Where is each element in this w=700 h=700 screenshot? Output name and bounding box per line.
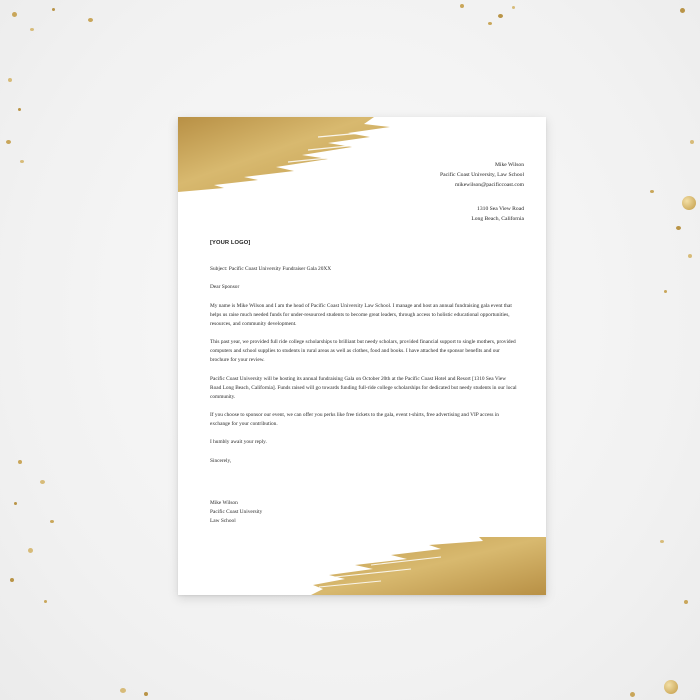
confetti-dot <box>30 28 34 31</box>
confetti-dot <box>512 6 515 9</box>
signature-organization: Pacific Coast University <box>210 509 263 516</box>
sender-block <box>440 160 524 224</box>
sender-city: Long Beach, California <box>471 215 524 222</box>
closing: Sincerely, <box>210 457 232 464</box>
confetti-dot <box>650 190 654 193</box>
confetti-dot <box>88 18 93 22</box>
confetti-dot <box>6 140 11 144</box>
confetti-dot <box>488 22 492 25</box>
confetti-dot <box>8 78 12 82</box>
subject-line: Subject: Pacific Coast University Fundraiser Gala 20XX <box>210 266 332 272</box>
letter-body <box>210 265 518 475</box>
confetti-dot <box>28 548 33 553</box>
letter-page <box>178 117 546 595</box>
confetti-dot <box>664 680 678 694</box>
confetti-dot <box>664 290 667 293</box>
body-paragraph: This past year, we provided full ride college scholarships to brilliant but needy scholars, provided financial support to single mothers, provided computers and school supplies to students in rural areas as well as clothes, food and books. I have attached the sponsor benefits and our brochure for your review. <box>210 339 516 364</box>
sender-name: Mike Wilson <box>494 162 524 168</box>
confetti-dot <box>688 254 692 258</box>
gold-brush-stroke-bottom <box>311 537 546 595</box>
confetti-dot <box>18 460 22 464</box>
confetti-dot <box>676 226 681 230</box>
confetti-dot <box>18 108 21 111</box>
body-paragraph: Pacific Coast University will be hosting its annual fundraising Gala on October 20th at the Pacific Coast Hotel and Resort [1310 Sea View Road Long Beach, California]. Funds raised will go towards funding full-ride college scholarships for dedicated but needy students in our local community. <box>210 375 517 400</box>
body-paragraph: If you choose to sponsor our event, we can offer you perks like free tickets to the gala, event t-shirts, free advertising and VIP access in exchange for your contribution. <box>210 411 499 428</box>
confetti-dot <box>12 12 17 17</box>
sender-street: 1310 Sea View Road <box>477 205 524 212</box>
signature-name: Mike Wilson <box>210 500 238 506</box>
confetti-dot <box>684 600 688 604</box>
confetti-dot <box>40 480 45 484</box>
confetti-dot <box>44 600 47 603</box>
signature-block <box>210 499 262 526</box>
confetti-dot <box>144 692 148 696</box>
confetti-dot <box>460 4 464 8</box>
confetti-dot <box>680 8 685 13</box>
logo-placeholder: [YOUR LOGO] <box>210 240 251 246</box>
confetti-dot <box>10 578 14 582</box>
confetti-dot <box>630 692 635 697</box>
sender-email: mikewilson@pacificcoast.com <box>455 182 524 189</box>
confetti-dot <box>52 8 55 11</box>
sender-organization: Pacific Coast University, Law School <box>440 172 524 179</box>
body-paragraph: My name is Mike Wilson and I am the head of Pacific Coast University Law School. I manage and host an annual fundraising gala event that helps us raise much needed funds for under-resourced students to become great leaders, through access to holistic educational opportunities, resources, and community development. <box>210 302 512 327</box>
confetti-dot <box>660 540 664 543</box>
confetti-dot <box>50 520 54 523</box>
confetti-dot <box>20 160 24 163</box>
confetti-dot <box>498 14 503 18</box>
confetti-dot <box>120 688 126 693</box>
body-paragraph: I humbly await your reply. <box>210 439 267 446</box>
confetti-dot <box>14 502 17 505</box>
confetti-dot <box>690 140 694 144</box>
confetti-dot <box>682 196 696 210</box>
salutation: Dear Sponsor <box>210 284 240 291</box>
signature-department: Law School <box>210 518 236 525</box>
gold-brush-stroke-top <box>178 117 393 192</box>
